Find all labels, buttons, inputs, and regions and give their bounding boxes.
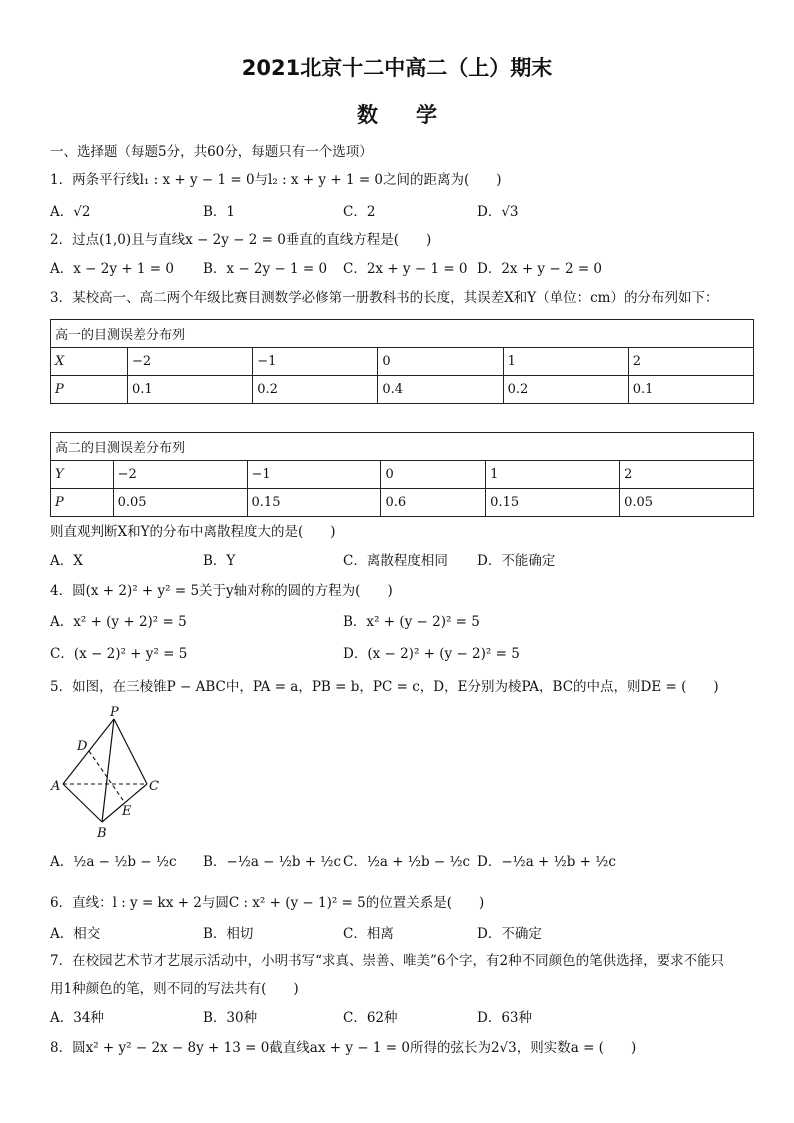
edge-pa	[63, 719, 114, 784]
question-1-option-b: B．1	[203, 204, 236, 220]
question-6-option-b: B．相切	[203, 926, 254, 942]
question-2-option-d: D．2x + y − 2 = 0	[477, 261, 603, 277]
question-7-option-c: C．62种	[343, 1010, 398, 1026]
table-cell: 0.15	[486, 489, 620, 517]
label-d: D	[77, 739, 88, 754]
question-3-option-d: D．不能确定	[477, 553, 556, 569]
table-cell: 0.05	[113, 489, 247, 517]
label-a: A	[51, 779, 61, 794]
segment-de-hidden	[89, 751, 125, 803]
question-5-option-a: A．½a − ½b − ½c	[50, 854, 177, 870]
question-3-followup: 则直观判断X和Y的分布中离散程度大的是( )	[50, 524, 336, 540]
table-row	[51, 461, 754, 489]
question-3-option-c: C．离散程度相同	[343, 553, 448, 569]
table-cell: P	[51, 489, 114, 517]
question-4-option-d: D．(x − 2)² + (y − 2)² = 5	[343, 646, 520, 662]
label-p: P	[110, 705, 119, 720]
question-7-stem-line2: 用1种颜色的笔，则不同的写法共有( )	[50, 981, 299, 997]
label-c: C	[149, 779, 159, 794]
table-cell: 0	[381, 461, 486, 489]
table-cell: −1	[253, 348, 378, 376]
question-4-option-c: C．(x − 2)² + y² = 5	[50, 646, 188, 662]
question-2-stem: 2．过点(1,0)且与直线x − 2y − 2 = 0垂直的直线方程是( )	[50, 232, 432, 248]
table-caption: 高一的目测误差分布列	[51, 320, 754, 348]
table-row	[51, 348, 754, 376]
question-3-stem: 3．某校高一、高二两个年级比赛目测数学必修第一册教科书的长度，其误差X和Y（单位：cm）的分布列如下：	[50, 290, 719, 306]
pyramid-figure	[45, 703, 175, 841]
question-2-option-c: C．2x + y − 1 = 0	[343, 261, 468, 277]
table-cell: 0.1	[128, 376, 253, 404]
question-5-option-c: C．½a + ½b − ½c	[343, 854, 471, 870]
table-cell: 1	[486, 461, 620, 489]
distribution-table-grade-10	[50, 319, 754, 404]
table-cell: 1	[503, 348, 628, 376]
question-1-stem: 1．两条平行线l₁ : x + y − 1 = 0与l₂ : x + y + 1 = 0之间的距离为( )	[50, 172, 502, 188]
edge-pb	[102, 719, 114, 822]
question-4-option-a: A．x² + (y + 2)² = 5	[50, 614, 187, 630]
subject-title: 数学	[357, 103, 475, 127]
question-5-option-d: D．−½a + ½b + ½c	[477, 854, 616, 870]
question-1-option-a: A．√2	[50, 204, 91, 220]
table-cell: 0	[378, 348, 503, 376]
question-8-stem: 8．圆x² + y² − 2x − 8y + 13 = 0截直线ax + y − 1 = 0所得的弦长为2√3，则实数a = ( )	[50, 1040, 637, 1056]
table-cell: X	[51, 348, 128, 376]
question-1-option-c: C．2	[343, 204, 376, 220]
edge-ab	[63, 784, 102, 822]
table-cell: 0.2	[503, 376, 628, 404]
label-b: B	[97, 826, 107, 841]
question-6-option-a: A．相交	[50, 926, 101, 942]
question-7-option-b: B．30种	[203, 1010, 258, 1026]
question-2-option-a: A．x − 2y + 1 = 0	[50, 261, 174, 277]
question-6-option-c: C．相离	[343, 926, 394, 942]
question-4-stem: 4．圆(x + 2)² + y² = 5关于y轴对称的圆的方程为( )	[50, 583, 393, 599]
table-row	[51, 489, 754, 517]
table-cell: Y	[51, 461, 114, 489]
table-cell: 2	[628, 348, 753, 376]
table-cell: 2	[620, 461, 754, 489]
table-cell: 0.2	[253, 376, 378, 404]
table-cell: −1	[247, 461, 381, 489]
table-cell: 0.15	[247, 489, 381, 517]
table-cell: −2	[113, 461, 247, 489]
question-6-option-d: D．不确定	[477, 926, 542, 942]
question-5-stem: 5．如图，在三棱锥P − ABC中，PA = a，PB = b，PC = c，D，E分别为棱PA，BC的中点，则DE = ( )	[50, 679, 719, 695]
table-cell: 0.05	[620, 489, 754, 517]
question-7-option-a: A．34种	[50, 1010, 104, 1026]
question-6-stem: 6．直线：l : y = kx + 2与圆C : x² + (y − 1)² = 5的位置关系是( )	[50, 895, 485, 911]
question-1-option-d: D．√3	[477, 204, 519, 220]
table-cell: 0.4	[378, 376, 503, 404]
table-cell: 0.1	[628, 376, 753, 404]
label-e: E	[122, 804, 132, 819]
question-4-option-b: B．x² + (y − 2)² = 5	[343, 614, 480, 630]
table-cell: −2	[128, 348, 253, 376]
edge-pc	[114, 719, 147, 784]
question-3-option-a: A．X	[50, 553, 83, 569]
exam-title: 2021北京十二中高二（上）期末	[241, 56, 553, 80]
table-caption: 高二的目测误差分布列	[51, 433, 754, 461]
table-cell: 0.6	[381, 489, 486, 517]
table-cell: P	[51, 376, 128, 404]
question-7-stem-line1: 7．在校园艺术节才艺展示活动中，小明书写“求真、崇善、唯美”6个字，有2种不同颜色的笔供选择，要求不能只	[50, 953, 725, 969]
question-2-option-b: B．x − 2y − 1 = 0	[203, 261, 328, 277]
distribution-table-grade-11	[50, 432, 754, 517]
table-row	[51, 376, 754, 404]
question-7-option-d: D．63种	[477, 1010, 533, 1026]
question-5-option-b: B．−½a − ½b + ½c	[203, 854, 342, 870]
question-3-option-b: B．Y	[203, 553, 236, 569]
section-heading: 一、选择题（每题5分，共60分，每题只有一个选项）	[50, 144, 373, 160]
